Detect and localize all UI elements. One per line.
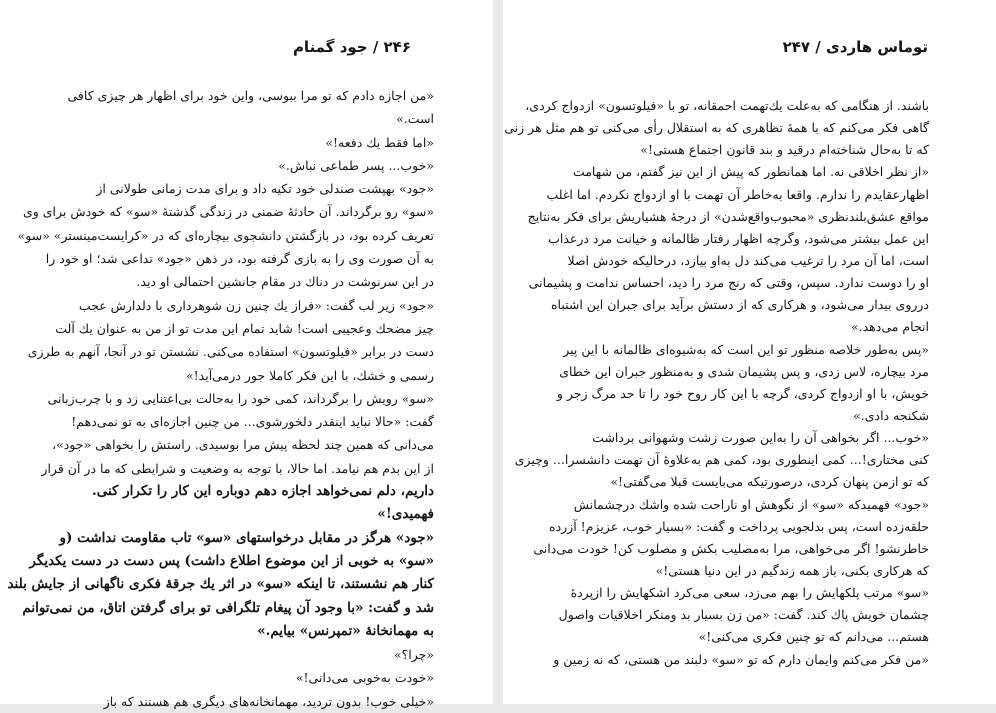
text-line: در این سرنوشت در دناك در مقام جانشین احتمالی او دید. bbox=[136, 274, 434, 290]
text-line: حلقه‌زده است، پس بدلجویی پرداخت و گفت: «بسیار خوب، عزیزم! آزرده‌ bbox=[549, 518, 929, 534]
text-line: هستم... می‌دانم که تو چنین فکری می‌کنی!» bbox=[698, 629, 929, 645]
text-line: «جود» فهمیدکه «سو» از نگوهش او ناراحت شده واشك درچشمانش bbox=[573, 496, 929, 512]
text-line: گاهی فکر می‌کنم که با همهٔ تظاهری که به استقلال رأی می‌کنی تو هم مثل هر زنی bbox=[504, 120, 929, 136]
text-line: او را دوست ندارد. سپس، وقتی که رنج مرد را دید، احساس ندامت و پشیمانی bbox=[528, 275, 929, 291]
text-line: چشمان خویش پاك کند. گفت: «من زن بسیار بد ومنکر اخلاقیات واصول bbox=[558, 607, 929, 623]
text-line: است.» bbox=[396, 111, 434, 127]
text-line: از این بدم هم نیامد. اما حالا، با توجه به وضعیت و شرایطی که ما در آن قرار bbox=[41, 460, 434, 476]
text-line: به آن صورت وی را به بازی گرفته بود، در ذهن «جود» تداعی شد؛ او خود را bbox=[45, 251, 434, 267]
right-page-header: توماس هاردی / ۲۴۷ bbox=[782, 38, 928, 56]
text-line: باشند. از هنگامی که به‌علت یك‌تهمت احمقانه، تو با «فیلوتسون» ازدواج کردی، bbox=[525, 98, 929, 113]
text-line: به مهمانخانهٔ «تمپرنس» بیایم.» bbox=[257, 622, 434, 639]
left-page bbox=[0, 0, 493, 709]
right-page-body bbox=[504, 95, 929, 671]
text-line: اظهارعقایدم را ندارم. واقعا به‌خاطر آن تهمت با او ازدواج نکردم. اما اغلب bbox=[546, 186, 929, 202]
text-line: کنی مختاری!... کمی اینطوری بود، کمی هم به‌علاوهٔ آن تهمت دانشسرا... وچیزی bbox=[514, 452, 929, 468]
text-line: است، اما آن مرد را ترغیب می‌کند دل به‌او بیازد، درحالیکه خودش اصلا bbox=[567, 252, 929, 268]
text-line: گفت: «حالا نباید اینقدر دلخورشوی... من چنین اجازه‌ای به تو نمی‌دهم! bbox=[71, 414, 434, 430]
text-line: که تو ازمن پنهان کردی، درصورتیکه می‌بایست قبلا می‌گفتی!» bbox=[610, 474, 929, 490]
text-line: «پس به‌طور خلاصه منظور تو این است که به‌شیوه‌ای ظالمانه با این پیر bbox=[563, 341, 929, 357]
text-line: رسمی و خشك، با این فکر کاملا جور درمی‌آید!» bbox=[186, 367, 434, 383]
text-line: «سو» رو برگرداند. آن حادثهٔ ضمنی در زندگی گذشتهٔ «سو» که خودش برای وی bbox=[22, 204, 434, 220]
text-line: خاطرنشو! اگر می‌خواهی، مرا به‌مصلیب بکش و مصلوب کن! خودت می‌دانی bbox=[533, 540, 929, 556]
text-line: می‌دانی که همین چند لحظه پیش مرا بوسیدی. راستش را بخواهی «جود»، bbox=[52, 437, 434, 453]
text-line: خویش، با او ازدواج کردی، گرچه با این کار روح خود را تا حد مرگ زجر و bbox=[556, 385, 929, 401]
text-line: «من اجازه دادم که تو مرا ببوسی، واین خود برای اظهار هر چیزی کافی bbox=[67, 88, 434, 103]
text-line: که هرکاری بکنی، باز همه زندگیم در این دنیا هستی!» bbox=[655, 562, 929, 578]
text-line: چیز مضحك وعجیبی است! شاید تمام این مدت تو از من به عنوان یك آلت bbox=[55, 320, 434, 336]
text-line: تعریف کرده بود، در بازگشتن دانشجوی بیچاره‌ای که در «کرایست‌مینستر» «سو» bbox=[17, 227, 434, 243]
text-line: مرد بیچاره، لاس زدی، و پس پشیمان شدی و به‌منظور جبران این خطای bbox=[559, 363, 929, 379]
text-line: «سو» به خوبی از این موضوع اطلاع داشت) پس دست در دست یکدیگر bbox=[29, 552, 434, 569]
text-line: دست در برابر «فیلوتسون» استفاده می‌کنی. نشستن تو در آنجا، آنهم به طرزی bbox=[27, 344, 434, 360]
left-page-body bbox=[7, 84, 434, 713]
text-line: شد و گفت: «با وجود آن پیغام تلگرافی تو برای گرفتن اتاق، من نمی‌توانم bbox=[22, 599, 434, 616]
text-line: درروی بیدار می‌شود، و هرکاری که از دستش برآید برای جبران این اشتباه bbox=[550, 297, 929, 313]
text-line: شکنجه دادی.» bbox=[853, 407, 929, 423]
text-line: «از نظر اخلاقی نه. اما همانطور که پیش از این نیز گفتم، من شهامت bbox=[572, 164, 929, 180]
text-line: «خودت به‌خوبی می‌دانی!» bbox=[295, 670, 434, 686]
text-line: انجام می‌دهد.» bbox=[851, 319, 929, 335]
left-page-header: ۲۴۶ / جود گمنام bbox=[292, 38, 411, 56]
text-line: کنار هم نشستند، تا اینکه «سو» در اثر یك جرقهٔ فکری ناگهانی از جایش بلند bbox=[7, 576, 434, 593]
text-line: «خوب... پسر طماعی نباش.» bbox=[278, 157, 434, 173]
text-line: «جود» بهپشت صندلی خود تکیه داد و برای مدت زمانی طولانی از bbox=[96, 181, 434, 197]
text-line: فهمیدی!» bbox=[377, 506, 434, 523]
page-gutter bbox=[493, 0, 503, 704]
text-line: این عمل بیشتر می‌شود، وگرچه اظهار رفتار ظالمانه و خیانت مرد درعذاب bbox=[548, 230, 929, 246]
text-line: «خیلی خوب! بدون تردید، مهمانخانه‌های دیگری هم هستند که باز bbox=[103, 693, 434, 709]
text-line: «چرا؟» bbox=[393, 647, 434, 663]
text-line: «سو» مرتب پلکهایش را بهم می‌زد، سعی می‌کرد اشکهایش را ازپردهٔ bbox=[570, 585, 929, 601]
text-line: «اما فقط یك دفعه!» bbox=[325, 134, 434, 150]
text-line: «من فکر می‌کنم وایمان دارم که تو «سو» دلبند من هستی، که نه زمین و bbox=[553, 651, 929, 667]
text-line: داریم، دلم نمی‌خواهد اجازه دهم دوباره این کار را تکرار کنی. bbox=[92, 483, 434, 500]
text-line: «جود» زیر لب گفت: «فراز یك چنین زن شوهرداری با دلدارش عجب bbox=[78, 297, 434, 313]
right-page bbox=[503, 0, 996, 704]
text-line: که تا به‌حال شناخته‌ام درقید و بند قانون اجتماع هستی!» bbox=[640, 142, 929, 158]
text-line: «جود» هرگز در مقابل درخواستهای «سو» تاب مقاومت نداشت (و bbox=[59, 529, 434, 546]
text-line: «خوب... اگر بخواهی آن را به‌این صورت زشت وشهوانی برداشت bbox=[592, 430, 929, 446]
text-line: «سو» رویش را برگرداند، کمی خود را به‌حالت بی‌اعتنایی زد و با چرب‌زبانی bbox=[47, 390, 434, 406]
text-line: مواقع عشق‌بلند‌نظری «محبوب‌واقع‌شدن» از درجهٔ هشیاریش برای فکر به‌نتایج bbox=[527, 208, 929, 224]
